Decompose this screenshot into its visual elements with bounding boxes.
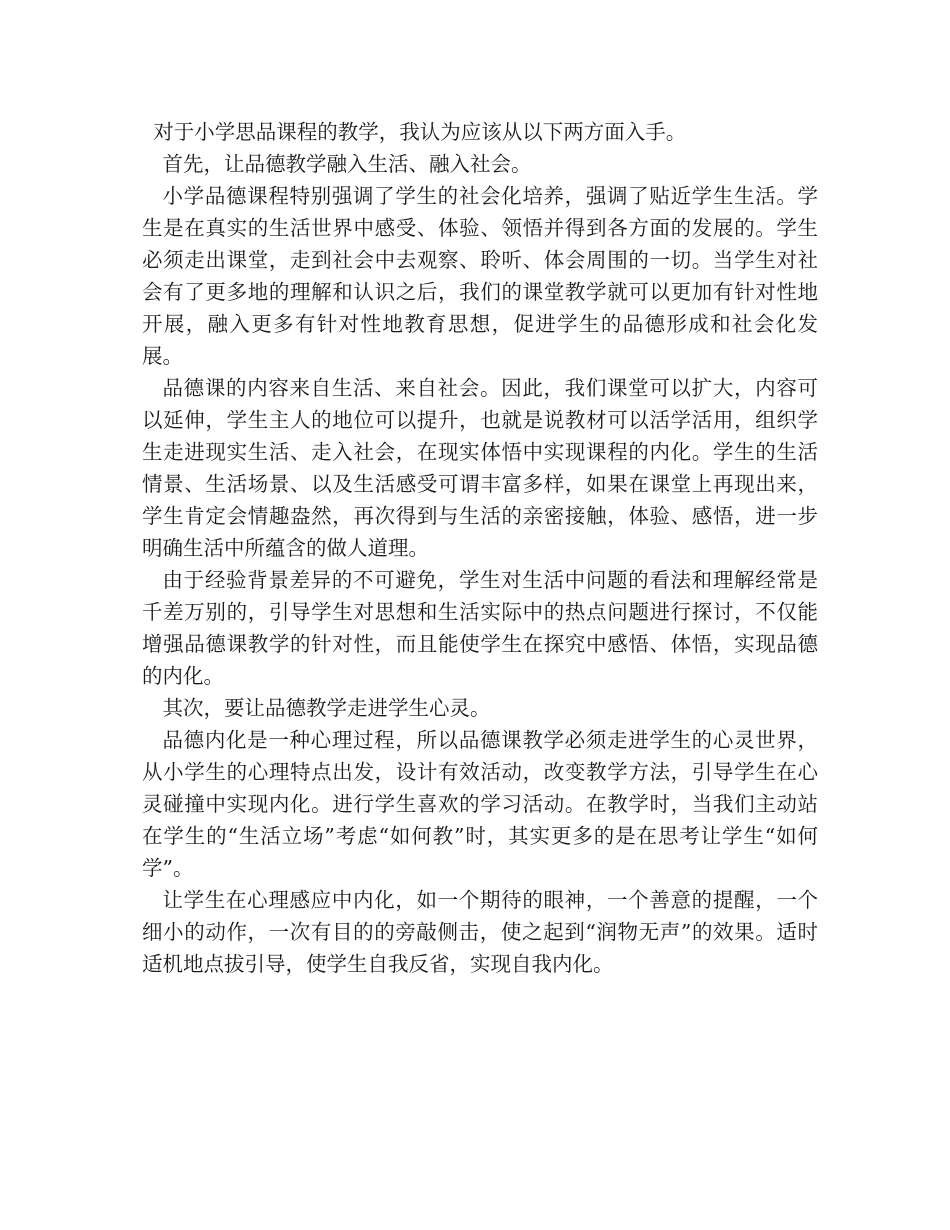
paragraph-internalization: 品德内化是一种心理过程，所以品德课教学必须走进学生的心灵世界，从小学生的心理特点出发，设计有效活动，改变教学方法，引导学生在心灵碰撞中实现内化。进行学生喜欢的学习活动。在教学时，当我们主动站在学生的“生活立场”考虑“如何教”时，其实更多的是在思考让学生“如何学”。: [142, 728, 818, 880]
body-text: [142, 116, 818, 980]
paragraph-heading-second: 其次，要让品德教学走进学生心灵。: [162, 696, 491, 720]
paragraph-psychological-response: 让学生在心理感应中内化，如一个期待的眼神，一个善意的提醒，一个细小的动作，一次有目的的旁敲侧击，使之起到“润物无声”的效果。适时适机地点拔引导，使学生自我反省，实现自我内化。: [142, 888, 818, 976]
paragraph-content-from-life: 品德课的内容来自生活、来自社会。因此，我们课堂可以扩大，内容可以延伸，学生主人的地位可以提升，也就是说教材可以活学活用，组织学生走进现实生活、走入社会，在现实体悟中实现课程的内化。学生的生活情景、生活场景、以及生活感受可谓丰富多样，如果在课堂上再现出来，学生肯定会情趣盎然，再次得到与生活的亲密接触，体验、感悟，进一步明确生活中所蕴含的做人道理。: [142, 376, 818, 560]
paragraph-experience-differences: 由于经验背景差异的不可避免，学生对生活中问题的看法和理解经常是千差万别的，引导学生对思想和生活实际中的热点问题进行探讨，不仅能增强品德课教学的针对性，而且能使学生在探究中感悟、体悟，实现品德的内化。: [142, 568, 818, 688]
paragraph-intro: 对于小学思品课程的教学，我认为应该从以下两方面入手。: [153, 120, 687, 144]
paragraph-heading-first: 首先，让品德教学融入生活、融入社会。: [162, 152, 532, 176]
paragraph-socialization: 小学品德课程特别强调了学生的社会化培养，强调了贴近学生生活。学生是在真实的生活世界中感受、体验、领悟并得到各方面的发展的。学生必须走出课堂，走到社会中去观察、聆听、体会周围的一切。当学生对社会有了更多地的理解和认识之后，我们的课堂教学就可以更加有针对性地开展，融入更多有针对性地教育思想，促进学生的品德形成和社会化发展。: [142, 184, 818, 368]
